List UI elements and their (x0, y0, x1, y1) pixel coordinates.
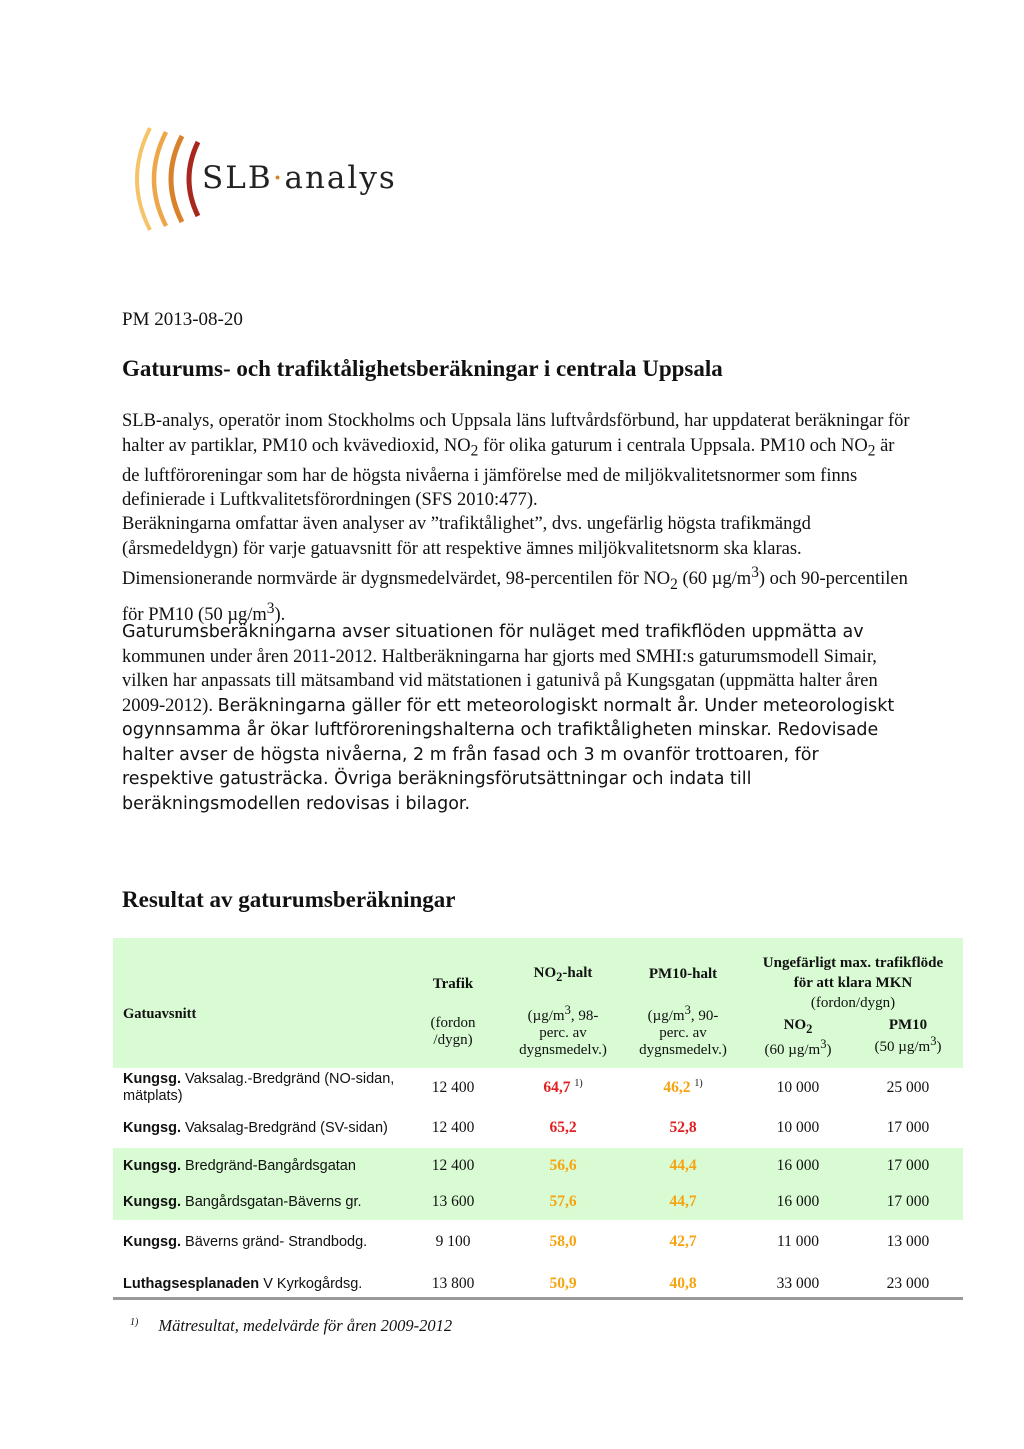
table-row: Kungsg. Vaksalag.-Bredgränd (NO-sidan, mätplats) 12 400 64,7 $^{1)}$ 46,2 $^{1)}$ 10 000 25 000 (123, 1071, 930, 1104)
results-table (113, 938, 963, 1304)
table-row: Kungsg. Bredgränd-Bangårdsgatan 12 400 56,6 44,4 16 000 17 000 (113, 1148, 963, 1184)
paragraph-intro: SLB-analys, operatör inom Stockholms och Uppsala läns luftvårdsförbund, har uppdaterat beräkningar för halter av partiklar, PM10 och kvävedioxid, $NO_2$ för olika gaturum i centrala Uppsala. PM10 och $NO_2$ är de luftföroreningar som har de högsta nivåerna i jämförelse med de miljökvalitetsnormer som finns definierade i Luftkvalitetsförordningen (SFS 2010:477). (122, 411, 910, 511)
document-title: Gaturums- och trafiktålighetsberäkningar i centrala Uppsala (122, 356, 723, 381)
footnote: $^{1)}$ Mätresultat, medelvärde för åren 2009-2012 (130, 1316, 453, 1335)
header-max-trafikflode: Ungefärligt max. trafikflöde för att klara MKN (fordon/dygn) $NO_2$ (60 $\mu g/m^3$) PM10 (50 $\mu g/m^3$) (743, 938, 963, 1068)
table-row: Kungsg. Bäverns gränd- Strandbodg. 9 100 58,0 42,7 11 000 13 000 (123, 1233, 930, 1250)
table-row: Kungsg. Vaksalag-Bredgränd (SV-sidan) 12 400 65,2 52,8 10 000 17 000 (123, 1119, 930, 1136)
logo-wordmark: SLB·analys (202, 160, 397, 196)
paragraph-trafiktalighet: Beräkningarna omfattar även analyser av ”trafiktålighet”, dvs. ungefärlig högsta trafikmängd (årsmedeldygn) för varje gatuavsnitt för att respektive ämnes miljökvalitetsnorm ska klaras. Dimensionerande normvärde är dygnsmedelvärdet, 98-percentilen för $NO_2$ (60 $\mu g/m^3$) och 90-percentilen för PM10 (50 $\mu g/m^3$). (122, 514, 908, 626)
header-max-pm10: PM10 (50 $\mu g/m^3$) (874, 1017, 942, 1055)
results-heading: Resultat av gaturumsberäkningar (122, 887, 456, 912)
table-row: Kungsg. Bangårdsgatan-Bäverns gr. 13 600 57,6 44,7 16 000 17 000 (113, 1184, 963, 1220)
header-gatuavsnitt: Gatuavsnitt (113, 938, 403, 1068)
header-no2-halt: $NO_2$-halt ($\mu g/m^3$, 98-perc. av dygnsmedelv.) (503, 938, 623, 1068)
pm-date: PM 2013-08-20 (122, 309, 243, 330)
paragraph-method: Gaturumsberäkningarna avser situationen för nuläget med trafikflöden uppmätta av kommunen under åren 2011-2012. Haltberäkningarna har gjorts med SMHI:s gaturumsmodell Simair, vilken har anpassats till mätsamband vid mätstationen i gatunivå på Kungsgatan (uppmätta halter åren 2009-2012). Beräkningarna gäller för ett meteorologiskt normalt år. Under meteorologiskt ogynnsamma år ökar luftföroreningshalterna och trafiktåligheten minskar. Redovisade halter avser de högsta nivåerna, 2 m från fasad och 3 m ovanför trottoaren, för respektive gatusträcka. Övriga beräkningsförutsättningar och indata till beräkningsmodellen redovisas i bilagor. (122, 622, 895, 814)
header-max-no2: $NO_2$ (60 $\mu g/m^3$) (764, 1017, 832, 1058)
table-bottom-rule (113, 1297, 963, 1300)
header-pm10-halt: PM10-halt ($\mu g/m^3$, 90-perc. av dygnsmedelv.) (623, 938, 743, 1068)
header-trafik: Trafik (fordon /dygn) (403, 938, 503, 1068)
table-row: Luthagsesplanaden V Kyrkogårdsg. 13 800 50,9 40,8 33 000 23 000 (123, 1275, 930, 1292)
